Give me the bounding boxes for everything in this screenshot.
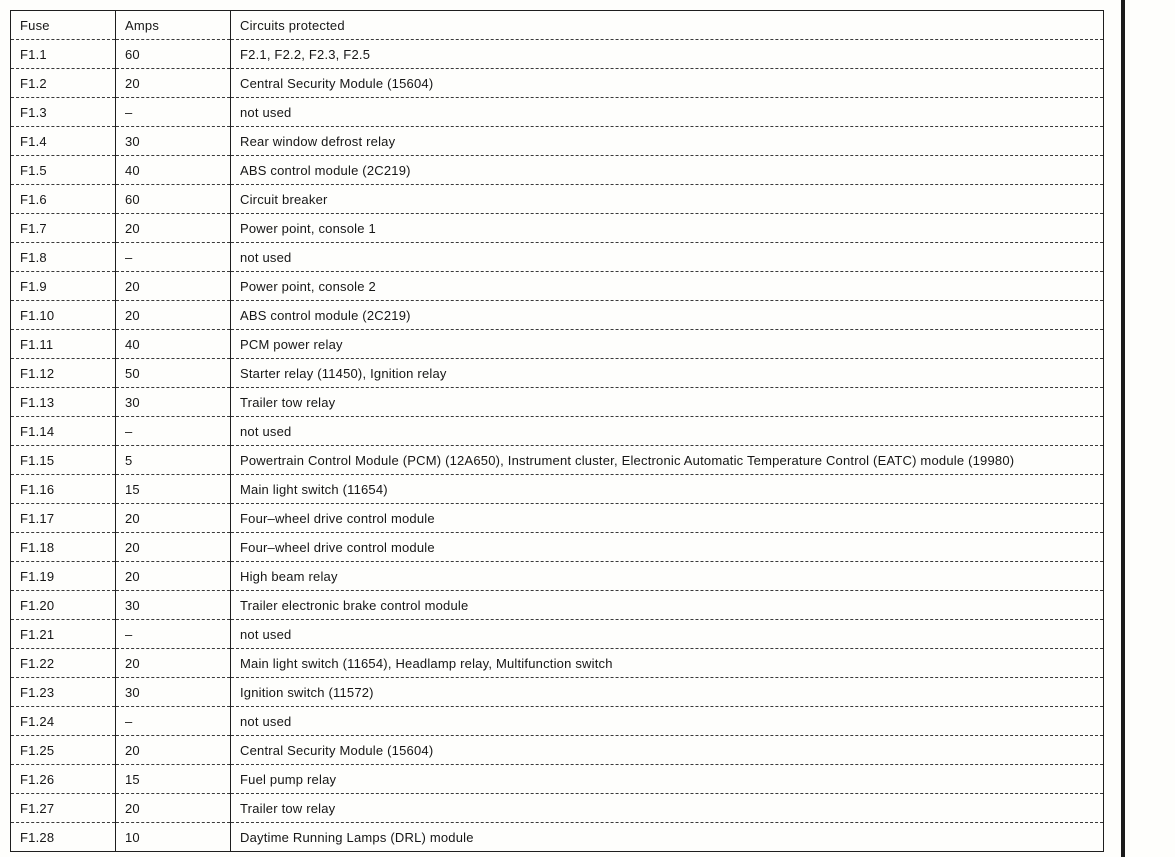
circuits-cell: Main light switch (11654), Headlamp relay, Multifunction switch bbox=[231, 649, 1104, 678]
fuse-cell: F1.16 bbox=[11, 475, 116, 504]
table-row bbox=[11, 243, 1104, 272]
amps-cell: – bbox=[116, 707, 231, 736]
circuits-cell: Four–wheel drive control module bbox=[231, 504, 1104, 533]
fuse-table bbox=[10, 10, 1104, 852]
table-row bbox=[11, 707, 1104, 736]
fuse-cell: F1.7 bbox=[11, 214, 116, 243]
amps-cell: 20 bbox=[116, 533, 231, 562]
table-row bbox=[11, 446, 1104, 475]
circuits-cell: ABS control module (2C219) bbox=[231, 301, 1104, 330]
table-row bbox=[11, 156, 1104, 185]
circuits-cell: Trailer tow relay bbox=[231, 388, 1104, 417]
fuse-cell: F1.8 bbox=[11, 243, 116, 272]
circuits-cell: Starter relay (11450), Ignition relay bbox=[231, 359, 1104, 388]
fuse-cell: F1.26 bbox=[11, 765, 116, 794]
table-row bbox=[11, 301, 1104, 330]
amps-cell: 20 bbox=[116, 214, 231, 243]
amps-cell: 20 bbox=[116, 301, 231, 330]
amps-cell: 30 bbox=[116, 591, 231, 620]
table-row bbox=[11, 69, 1104, 98]
circuits-cell: Daytime Running Lamps (DRL) module bbox=[231, 823, 1104, 852]
fuse-cell: F1.4 bbox=[11, 127, 116, 156]
fuse-cell: F1.18 bbox=[11, 533, 116, 562]
fuse-cell: F1.15 bbox=[11, 446, 116, 475]
table-row bbox=[11, 533, 1104, 562]
circuits-cell: not used bbox=[231, 707, 1104, 736]
amps-cell: 20 bbox=[116, 272, 231, 301]
table-header-row bbox=[11, 11, 1104, 40]
amps-cell: 10 bbox=[116, 823, 231, 852]
amps-cell: 40 bbox=[116, 330, 231, 359]
circuits-cell: Four–wheel drive control module bbox=[231, 533, 1104, 562]
fuse-cell: F1.23 bbox=[11, 678, 116, 707]
table-row bbox=[11, 765, 1104, 794]
amps-cell: 20 bbox=[116, 562, 231, 591]
page-edge-line bbox=[1121, 0, 1125, 857]
table-row bbox=[11, 40, 1104, 69]
amps-cell: 15 bbox=[116, 475, 231, 504]
amps-cell: 20 bbox=[116, 649, 231, 678]
amps-cell: 20 bbox=[116, 794, 231, 823]
fuse-cell: F1.3 bbox=[11, 98, 116, 127]
amps-cell: 30 bbox=[116, 678, 231, 707]
table-row bbox=[11, 330, 1104, 359]
fuse-cell: F1.19 bbox=[11, 562, 116, 591]
circuits-cell: not used bbox=[231, 98, 1104, 127]
amps-cell: 20 bbox=[116, 69, 231, 98]
fuse-cell: F1.24 bbox=[11, 707, 116, 736]
fuse-cell: F1.9 bbox=[11, 272, 116, 301]
fuse-table-body bbox=[11, 40, 1104, 852]
fuse-cell: F1.17 bbox=[11, 504, 116, 533]
fuse-cell: F1.11 bbox=[11, 330, 116, 359]
table-row bbox=[11, 736, 1104, 765]
circuits-cell: not used bbox=[231, 620, 1104, 649]
circuits-cell: Central Security Module (15604) bbox=[231, 69, 1104, 98]
fuse-cell: F1.6 bbox=[11, 185, 116, 214]
circuits-cell: Powertrain Control Module (PCM) (12A650), Instrument cluster, Electronic Automatic Temperature Control (EATC) module (19980) bbox=[231, 446, 1104, 475]
fuse-cell: F1.28 bbox=[11, 823, 116, 852]
column-header-circuits: Circuits protected bbox=[231, 11, 1104, 40]
amps-cell: – bbox=[116, 620, 231, 649]
fuse-cell: F1.21 bbox=[11, 620, 116, 649]
amps-cell: 60 bbox=[116, 40, 231, 69]
circuits-cell: Central Security Module (15604) bbox=[231, 736, 1104, 765]
fuse-cell: F1.5 bbox=[11, 156, 116, 185]
amps-cell: 60 bbox=[116, 185, 231, 214]
table-row bbox=[11, 591, 1104, 620]
circuits-cell: F2.1, F2.2, F2.3, F2.5 bbox=[231, 40, 1104, 69]
circuits-cell: Power point, console 1 bbox=[231, 214, 1104, 243]
fuse-cell: F1.13 bbox=[11, 388, 116, 417]
table-row bbox=[11, 185, 1104, 214]
amps-cell: 15 bbox=[116, 765, 231, 794]
amps-cell: – bbox=[116, 98, 231, 127]
table-row bbox=[11, 794, 1104, 823]
circuits-cell: ABS control module (2C219) bbox=[231, 156, 1104, 185]
table-row bbox=[11, 214, 1104, 243]
circuits-cell: Ignition switch (11572) bbox=[231, 678, 1104, 707]
fuse-cell: F1.1 bbox=[11, 40, 116, 69]
circuits-cell: not used bbox=[231, 417, 1104, 446]
amps-cell: – bbox=[116, 243, 231, 272]
table-row bbox=[11, 98, 1104, 127]
fuse-cell: F1.27 bbox=[11, 794, 116, 823]
table-row bbox=[11, 127, 1104, 156]
table-row bbox=[11, 359, 1104, 388]
amps-cell: 20 bbox=[116, 736, 231, 765]
circuits-cell: Trailer tow relay bbox=[231, 794, 1104, 823]
table-row bbox=[11, 504, 1104, 533]
table-row bbox=[11, 678, 1104, 707]
table-row bbox=[11, 649, 1104, 678]
table-row bbox=[11, 417, 1104, 446]
circuits-cell: Fuel pump relay bbox=[231, 765, 1104, 794]
amps-cell: 5 bbox=[116, 446, 231, 475]
fuse-cell: F1.12 bbox=[11, 359, 116, 388]
table-row bbox=[11, 562, 1104, 591]
table-row bbox=[11, 475, 1104, 504]
table-row bbox=[11, 620, 1104, 649]
circuits-cell: Rear window defrost relay bbox=[231, 127, 1104, 156]
table-row bbox=[11, 823, 1104, 852]
circuits-cell: Power point, console 2 bbox=[231, 272, 1104, 301]
amps-cell: 30 bbox=[116, 127, 231, 156]
fuse-cell: F1.14 bbox=[11, 417, 116, 446]
amps-cell: 20 bbox=[116, 504, 231, 533]
table-row bbox=[11, 272, 1104, 301]
fuse-cell: F1.20 bbox=[11, 591, 116, 620]
circuits-cell: Circuit breaker bbox=[231, 185, 1104, 214]
amps-cell: 30 bbox=[116, 388, 231, 417]
column-header-amps: Amps bbox=[116, 11, 231, 40]
table-row bbox=[11, 388, 1104, 417]
amps-cell: 50 bbox=[116, 359, 231, 388]
fuse-cell: F1.22 bbox=[11, 649, 116, 678]
circuits-cell: PCM power relay bbox=[231, 330, 1104, 359]
fuse-cell: F1.2 bbox=[11, 69, 116, 98]
amps-cell: 40 bbox=[116, 156, 231, 185]
circuits-cell: Trailer electronic brake control module bbox=[231, 591, 1104, 620]
column-header-fuse: Fuse bbox=[11, 11, 116, 40]
circuits-cell: High beam relay bbox=[231, 562, 1104, 591]
amps-cell: – bbox=[116, 417, 231, 446]
circuits-cell: Main light switch (11654) bbox=[231, 475, 1104, 504]
fuse-cell: F1.25 bbox=[11, 736, 116, 765]
circuits-cell: not used bbox=[231, 243, 1104, 272]
fuse-cell: F1.10 bbox=[11, 301, 116, 330]
